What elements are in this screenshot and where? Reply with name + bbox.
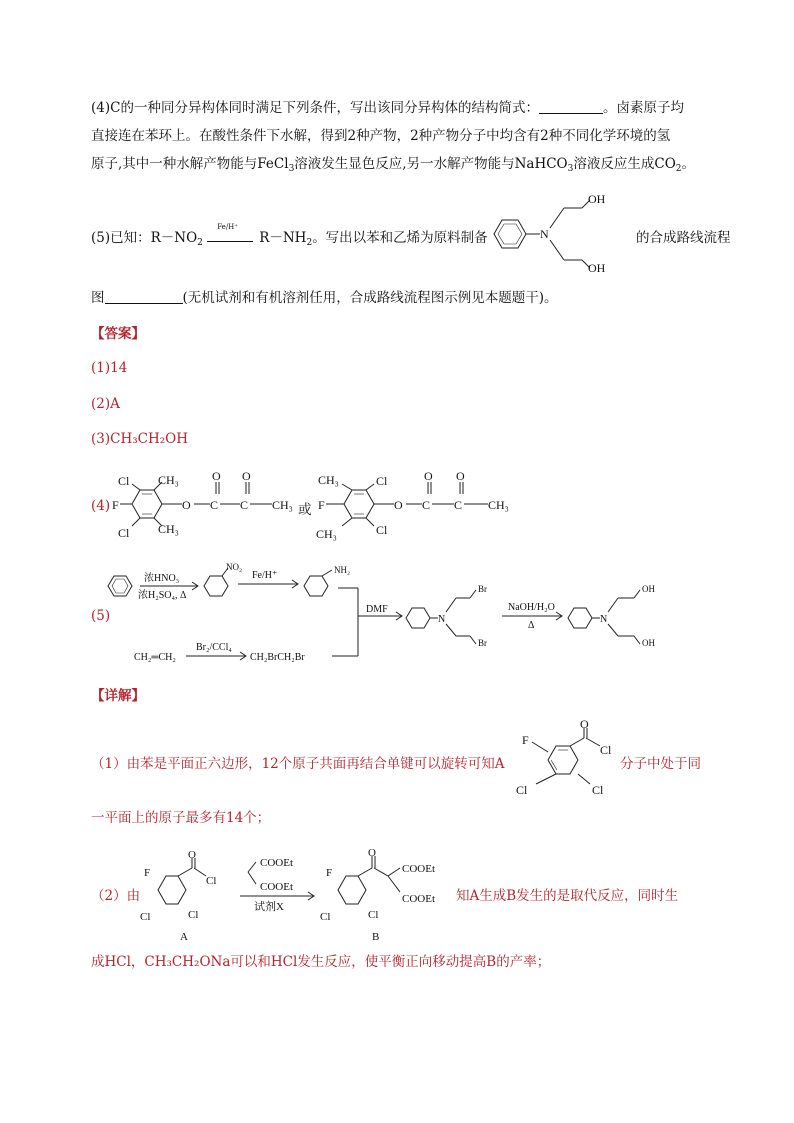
q4-text-1a: (4)C的一种同分异构体同时满足下列条件，写出该同分异构体的结构简式： [91, 100, 539, 116]
q5-rnh: R－NH [259, 230, 307, 246]
answer-3 [91, 431, 188, 447]
q4-text-3e: 溶液反应生成CO [573, 156, 676, 172]
answer-1: (1)14 [91, 360, 128, 376]
reaction-arrow [207, 223, 259, 242]
f: F [112, 498, 119, 512]
o: O [580, 717, 589, 731]
n: N [600, 614, 608, 625]
c: C [210, 498, 219, 512]
c: C [454, 498, 463, 512]
f: F [326, 867, 333, 879]
c: C [422, 498, 431, 512]
cl: Cl [376, 523, 388, 537]
c: C [240, 498, 249, 512]
q5-mid: 。写出以苯和乙烯为原料制备 [312, 230, 488, 246]
oh-top: OH [588, 192, 606, 206]
answer-4-label: (4) [91, 498, 111, 514]
o: O [242, 469, 251, 483]
q4-text-3c: 溶液发生显色反应,另一水解产物能与NaHCO [294, 156, 568, 172]
cl: Cl [592, 783, 604, 797]
ch3: CH₃ [158, 473, 179, 487]
q4-text-3a: 原子,其中一种水解产物能与FeCl [91, 156, 289, 172]
detail-p2b: 知A生成B发生的是取代反应，同时生 [456, 888, 679, 904]
q4-line-2: 直接连在苯环上。在酸性条件下水解，得到2种产物，2种产物分子中均含有2种不同化学环境的氢 [91, 128, 671, 144]
sub: 2 [197, 238, 203, 248]
sub: 3 [288, 164, 295, 174]
o: O [394, 498, 403, 512]
br2: Br₂/CCl₄ [196, 642, 232, 653]
sub: 2 [306, 238, 313, 248]
f: F [522, 733, 529, 747]
q5-prefix: (5)已知：R－NO [91, 230, 198, 246]
q5-line-1 [91, 223, 488, 248]
answer-blank-5[interactable] [105, 291, 183, 304]
n: N [438, 614, 446, 625]
o: O [188, 849, 196, 861]
o: O [182, 498, 191, 512]
ethylene: CH₂═CH₂ [134, 652, 176, 663]
answer-5-label: (5) [91, 608, 111, 624]
cooet: COOEt [260, 881, 293, 893]
cl: Cl [376, 474, 388, 488]
detail-p2c: 成HCl，CH₃CH₂ONa可以和HCl发生反应，使平衡正向移动提高B的产率； [91, 954, 551, 970]
cooet: COOEt [260, 857, 293, 869]
target-molecule [494, 190, 614, 280]
ch3: CH₃ [316, 527, 337, 541]
detail-p1b: 分子中处于同 [620, 756, 701, 772]
molecule-a-1 [516, 718, 616, 802]
cooet: COOEt [402, 893, 435, 905]
cl: Cl [600, 743, 612, 757]
no2: NO₂ [226, 562, 243, 572]
detail-p1a: （1）由苯是平面正六边形，12个原子共面再结合单键可以旋转可知A [91, 756, 505, 772]
cl: Cl [320, 911, 331, 923]
o: O [368, 847, 376, 859]
detail-p1c: 一平面上的原子最多有14个； [91, 810, 271, 826]
detail-heading: 【详解】 [91, 688, 145, 704]
q5-line2b: (无机试剂和有机溶剂任用，合成路线流程图示例见本题题干)。 [182, 290, 558, 306]
cl: Cl [206, 875, 217, 887]
q4-text-3g: 。 [681, 156, 695, 172]
answer-heading: 【答案】 [91, 326, 145, 342]
cl: Cl [118, 474, 130, 488]
ch3: CH₃ [488, 498, 509, 512]
answer-2: (2)A [91, 396, 120, 412]
br: Br [478, 584, 487, 594]
cl: Cl [516, 783, 528, 797]
sub: 3 [567, 164, 574, 174]
n-label: N [540, 227, 549, 241]
q4-text-1b: 。卤素原子均 [602, 100, 684, 116]
answer-blank[interactable] [539, 101, 603, 114]
q5-line-2 [91, 286, 558, 306]
cooet: COOEt [402, 863, 435, 875]
q5-suffix: 的合成路线流程 [636, 230, 731, 246]
dmf: DMF [366, 604, 388, 615]
o: O [424, 469, 433, 483]
label-a: A [180, 931, 188, 943]
reaction-a-to-b [136, 846, 456, 942]
o: O [212, 469, 221, 483]
cl: Cl [140, 911, 151, 923]
delta: Δ [528, 620, 535, 631]
oh: OH [642, 638, 655, 648]
label-b: B [372, 931, 380, 943]
answer-4-structure-2 [312, 468, 542, 544]
f: F [144, 867, 151, 879]
cl: Cl [368, 909, 379, 921]
or-text: 或 [298, 502, 312, 518]
naoh: NaOH/H₂O [508, 602, 555, 613]
answer-3-text: (3)CH₃CH₂OH [91, 431, 188, 447]
ch3: CH₃ [318, 473, 339, 487]
q4-line-1 [91, 96, 684, 116]
arrow-label: Fe/H⁺ [217, 223, 238, 231]
q5-line2a: 图 [91, 290, 105, 306]
f: F [318, 498, 325, 512]
sub: 2 [675, 164, 682, 174]
oh-bottom: OH [588, 261, 606, 275]
dibromoethane: CH₂BrCH₂Br [250, 652, 305, 663]
cl: Cl [188, 909, 199, 921]
fe: Fe/H⁺ [252, 570, 278, 581]
br: Br [478, 638, 487, 648]
h2so4: 浓H₂SO₄, Δ [138, 590, 187, 601]
reagent-x: 试剂X [254, 901, 284, 913]
q4-line-3 [91, 152, 695, 174]
o: O [456, 469, 465, 483]
cl: Cl [118, 526, 130, 540]
nh2: NH₂ [334, 565, 351, 575]
detail-p2a: （2）由 [91, 888, 141, 904]
ch3: CH₃ [158, 522, 179, 536]
hno3: 浓HNO₃ [144, 573, 180, 584]
oh: OH [642, 584, 655, 594]
ch3: CH₃ [272, 498, 293, 512]
answer-5-route [100, 560, 680, 670]
